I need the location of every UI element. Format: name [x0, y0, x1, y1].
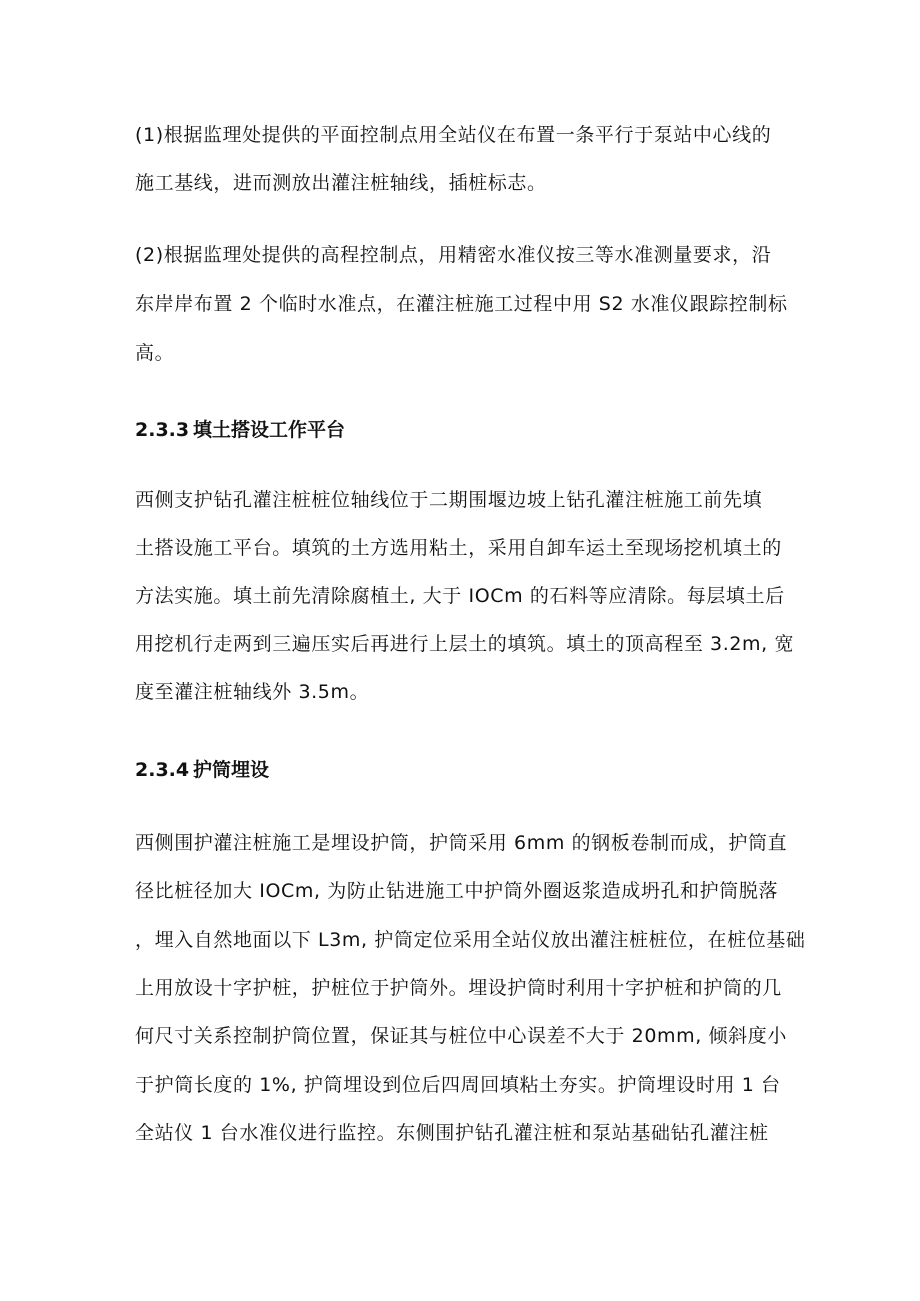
- paragraph-4-line-7: 全站仪 1 台水准仪进行监控。东侧围护钻孔灌注桩和泵站基础钻孔灌注桩: [135, 1122, 769, 1144]
- section-number: 2.3.3: [135, 419, 190, 441]
- section-title: 护筒埋设: [193, 759, 270, 781]
- paragraph-1-line-1: (1)根据监理处提供的平面控制点用全站仪在布置一条平行于泵站中心线的: [135, 124, 772, 146]
- paragraph-3-line-5: 度至灌注桩轴线外 3.5m。: [135, 681, 370, 703]
- paragraph-4-line-6: 于护筒长度的 1%, 护筒埋设到位后四周回填粘土夯实。护筒埋设时用 1 台: [135, 1074, 781, 1096]
- paragraph-4-line-2: 径比桩径加大 IOCm, 为防止钻进施工中护筒外圈返浆造成坍孔和护筒脱落: [135, 880, 779, 902]
- paragraph-3-line-4: 用挖机行走两到三遍压实后再进行上层土的填筑。填土的顶高程至 3.2m, 宽: [135, 633, 795, 655]
- paragraph-4-line-4: 上用放设十字护桩，护桩位于护筒外。埋设护筒时利用十字护桩和护筒的几: [135, 977, 782, 999]
- paragraph-4-line-3: ，埋入自然地面以下 L3m, 护筒定位采用全站仪放出灌注桩桩位，在桩位基础: [135, 929, 806, 951]
- paragraph-3-line-3: 方法实施。填土前先清除腐植土, 大于 IOCm 的石料等应清除。每层填土后: [135, 585, 785, 607]
- paragraph-1-line-2: 施工基线，进而测放出灌注桩轴线，插桩标志。: [135, 172, 547, 194]
- section-title: 填土搭设工作平台: [193, 419, 346, 441]
- paragraph-4-line-1: 西侧围护灌注桩施工是埋设护筒，护筒采用 6mm 的钢板卷制而成，护筒直: [135, 832, 788, 854]
- section-heading-2-3-4: [135, 758, 269, 782]
- paragraph-2-line-3: 高。: [135, 342, 175, 364]
- paragraph-2-line-1: (2)根据监理处提供的高程控制点，用精密水准仪按三等水准测量要求，沿: [135, 244, 772, 266]
- section-heading-2-3-3: [135, 418, 345, 442]
- paragraph-2-line-2: 东岸岸布置 2 个临时水准点，在灌注桩施工过程中用 S2 水准仪跟踪控制标: [135, 293, 788, 315]
- paragraph-4-line-5: 何尺寸关系控制护筒位置，保证其与桩位中心误差不大于 20mm, 倾斜度小: [135, 1025, 787, 1047]
- section-number: 2.3.4: [135, 759, 190, 781]
- paragraph-3-line-2: 土搭设施工平台。填筑的土方选用粘土，采用自卸车运土至现场挖机填土的: [135, 537, 782, 559]
- paragraph-3-line-1: 西侧支护钻孔灌注桩桩位轴线位于二期围堰边坡上钻孔灌注桩施工前先填: [135, 489, 763, 511]
